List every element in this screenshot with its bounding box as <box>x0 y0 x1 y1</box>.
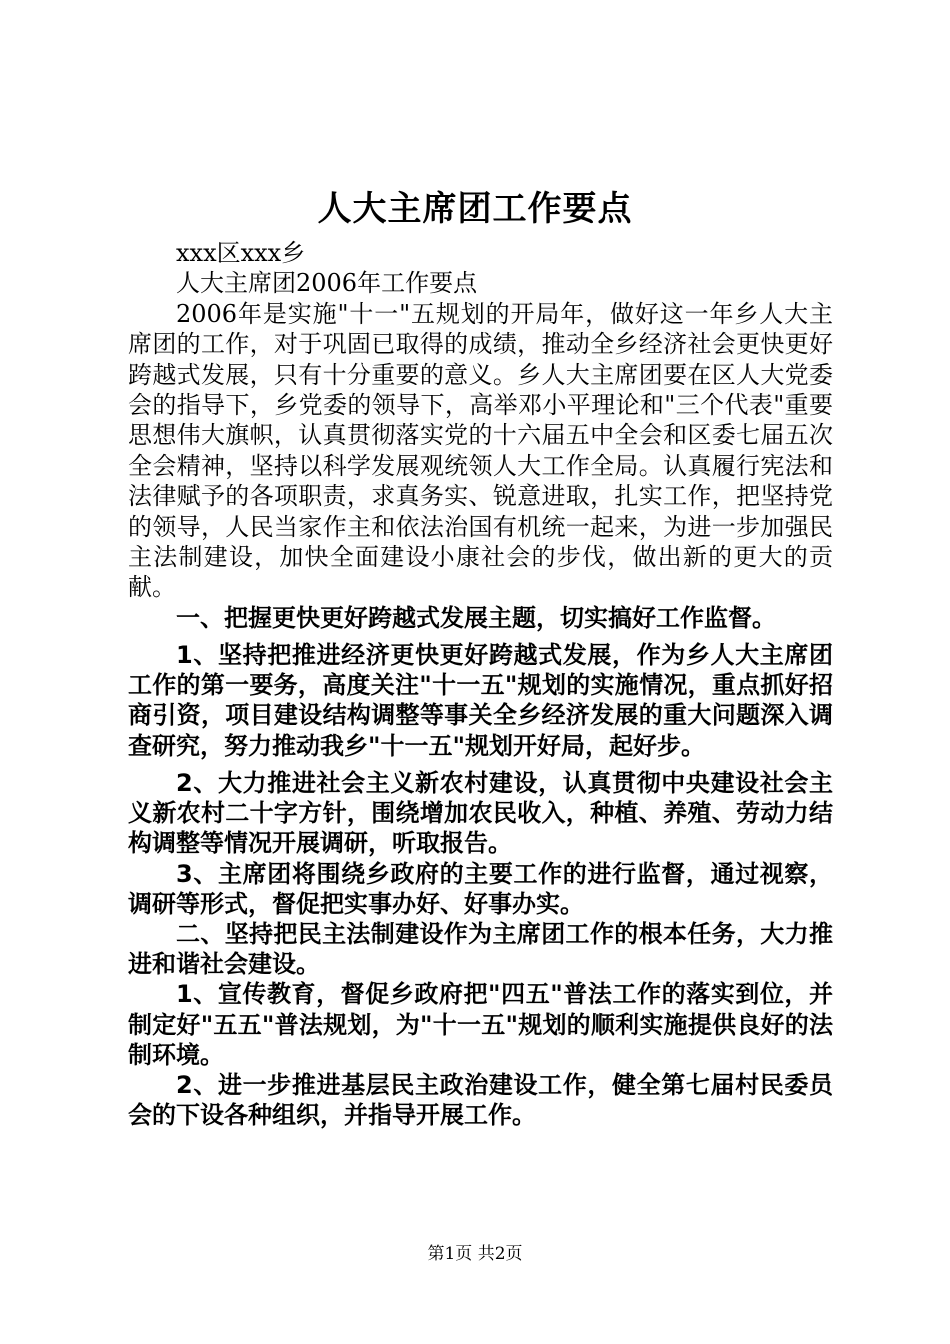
section-2-heading: 二、坚持把民主法制建设作为主席团工作的根本任务，大力推进和谐社会建设。 <box>128 919 833 979</box>
section-1-item-2: 2、大力推进社会主义新农村建设，认真贯彻中央建设社会主义新农村二十字方针，围绕增加农民收入，种植、养殖、劳动力结构调整等情况开展调研，听取报告。 <box>128 768 833 858</box>
intro-paragraph: 2006年是实施"十一"五规划的开局年，做好这一年乡人大主席团的工作，对于巩固已取得的成绩，推动全乡经济社会更快更好跨越式发展，只有十分重要的意义。乡人大主席团要在区人大党委会的指导下，乡党委的领导下，高举邓小平理论和"三个代表"重要思想伟大旗帜，认真贯彻落实党的十六届五中全会和区委七届五次全会精神，坚持以科学发展观统领人大工作全局。认真履行宪法和法律赋予的各项职责，求真务实、锐意进取，扎实工作，把坚持党的领导，人民当家作主和依法治国有机统一起来，为进一步加强民主法制建设，加快全面建设小康社会的步伐，做出新的更大的贡献。 <box>128 299 833 602</box>
section-2-item-1: 1、宣传教育，督促乡政府把"四五"普法工作的落实到位，并制定好"五五"普法规划，为"十一五"规划的顺利实施提供良好的法制环境。 <box>128 980 833 1069</box>
page-number-footer: 第1页 共2页 <box>427 1244 523 1264</box>
section-2-item-2: 2、进一步推进基层民主政治建设工作，健全第七届村民委员会的下设各种组织，并指导开展工作。 <box>128 1070 833 1130</box>
intro-line-subtitle: 人大主席团2006年工作要点 <box>176 269 478 298</box>
section-1-heading: 一、把握更快更好跨越式发展主题，切实搞好工作监督。 <box>176 603 776 632</box>
section-1-item-3: 3、主席团将围绕乡政府的主要工作的进行监督，通过视察，调研等形式，督促把实事办好、好事办实。 <box>128 859 833 918</box>
document-title: 人大主席团工作要点 <box>317 189 633 229</box>
document-body <box>128 238 833 1130</box>
section-1-item-1: 1、坚持把推进经济更快更好跨越式发展，作为乡人大主席团工作的第一要务，高度关注"十一五"规划的实施情况，重点抓好招商引资，项目建设结构调整等事关全乡经济发展的重大问题深入调查研究，努力推动我乡"十一五"规划开好局，起好步。 <box>128 641 833 760</box>
intro-line-district: xxx区xxx乡 <box>176 239 306 267</box>
